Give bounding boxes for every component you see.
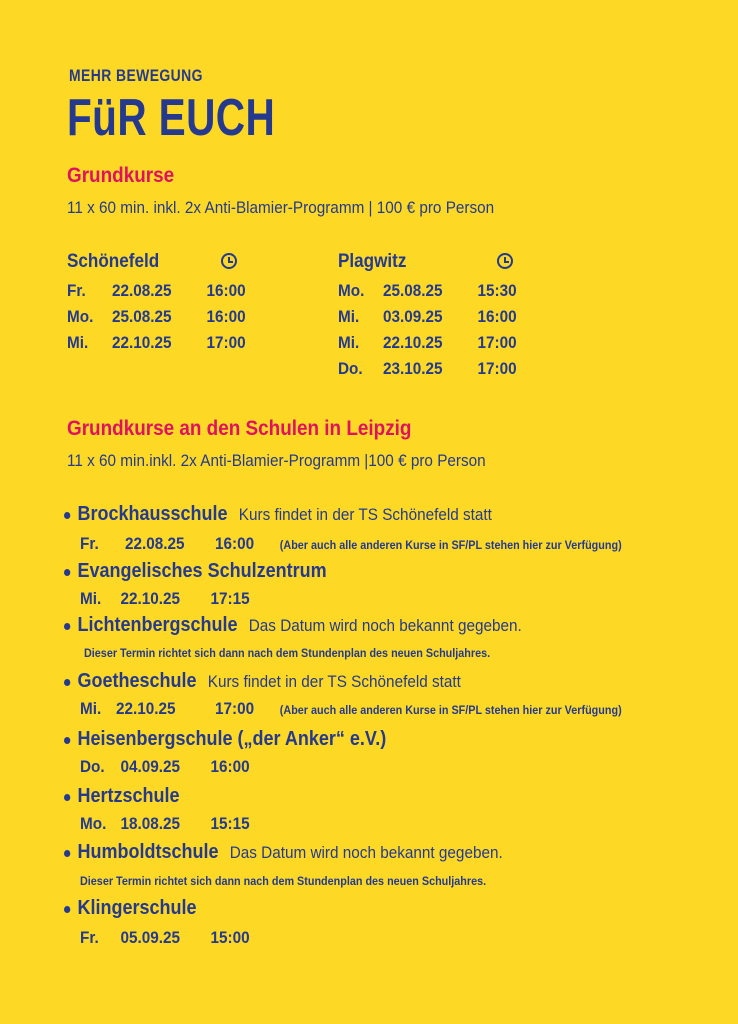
row-time: 16:00	[215, 534, 255, 553]
row-time: 15:15	[210, 814, 250, 833]
schedule-row	[67, 307, 246, 327]
school-note: Kurs findet in der TS Schönefeld statt	[238, 505, 492, 524]
schedule-row	[67, 333, 246, 353]
row-time: 15:30	[477, 281, 517, 300]
kicker-text: MEHR BEWEGUNG	[69, 66, 203, 85]
row-time: 17:15	[210, 589, 250, 608]
row-day: Do.	[80, 757, 105, 776]
school-name: Evangelisches Schulzentrum	[77, 560, 327, 582]
row-date: 23.10.25	[383, 359, 443, 378]
school-note: Das Datum wird noch bekannt gegeben.	[229, 843, 503, 862]
row-time: 17:00	[206, 333, 246, 352]
bullet-icon	[64, 850, 70, 857]
school-item	[64, 560, 327, 583]
bullet-icon	[64, 623, 70, 630]
row-time: 17:00	[477, 359, 517, 378]
row-day: Mi.	[67, 333, 89, 352]
row-time: 16:00	[477, 307, 517, 326]
school-small-note: (Aber auch alle anderen Kurse in SF/PL stehen hier zur Verfügung)	[279, 703, 622, 717]
schedule-row	[80, 589, 250, 609]
clock-icon	[497, 253, 513, 269]
schedule-row	[80, 699, 622, 719]
row-date: 22.08.25	[112, 281, 172, 300]
school-note: Kurs findet in der TS Schönefeld statt	[207, 672, 461, 691]
schedule-row	[80, 757, 250, 777]
row-date: 25.08.25	[383, 281, 443, 300]
row-date: 22.10.25	[116, 699, 176, 718]
school-note: Das Datum wird noch bekannt gegeben.	[248, 616, 522, 635]
schedule-row	[338, 281, 517, 301]
row-day: Do.	[338, 359, 363, 378]
row-time: 17:00	[477, 333, 517, 352]
school-item	[64, 670, 461, 693]
row-time: 17:00	[215, 699, 255, 718]
school-item	[64, 841, 503, 864]
school-name: Brockhausschule	[77, 503, 228, 525]
school-name: Hertzschule	[77, 785, 180, 807]
row-time: 16:00	[206, 281, 246, 300]
row-day: Fr.	[80, 928, 99, 947]
schedule-row	[80, 928, 250, 948]
schedule-row	[80, 814, 250, 834]
school-name: Goetheschule	[77, 670, 197, 692]
school-small-note: Dieser Termin richtet sich dann nach dem Stundenplan des neuen Schuljahres.	[84, 646, 491, 660]
schedule-row	[338, 359, 517, 379]
bullet-icon	[64, 569, 70, 576]
bullet-icon	[64, 794, 70, 801]
row-date: 22.08.25	[125, 534, 185, 553]
bullet-icon	[64, 737, 70, 744]
schedule-row	[338, 333, 517, 353]
school-item	[64, 785, 180, 808]
location-name-plagwitz: Plagwitz	[338, 251, 407, 272]
school-small-note: (Aber auch alle anderen Kurse in SF/PL stehen hier zur Verfügung)	[279, 538, 622, 552]
school-name: Lichtenbergschule	[77, 614, 238, 636]
row-time: 16:00	[206, 307, 246, 326]
row-date: 04.09.25	[120, 757, 181, 776]
row-day: Mi.	[80, 699, 102, 718]
row-day: Fr.	[67, 281, 86, 300]
school-item	[64, 897, 197, 920]
school-item	[64, 614, 522, 637]
section-title-grundkurse: Grundkurse	[67, 164, 175, 187]
schedule-row	[80, 534, 622, 554]
row-time: 16:00	[210, 757, 250, 776]
row-date: 05.09.25	[120, 928, 181, 947]
school-item	[64, 728, 386, 751]
bullet-icon	[64, 679, 70, 686]
school-name: Heisenbergschule („der Anker“ e.V.)	[77, 728, 387, 750]
section-subtitle-schulen: 11 x 60 min.inkl. 2x Anti-Blamier-Programm |100 € pro Person	[67, 451, 486, 470]
row-day: Mo.	[80, 814, 107, 833]
clock-icon	[221, 253, 237, 269]
bullet-icon	[64, 512, 70, 519]
school-name: Humboldtschule	[77, 841, 219, 863]
row-date: 22.10.25	[112, 333, 172, 352]
row-day: Mi.	[338, 307, 360, 326]
row-day: Fr.	[80, 534, 99, 553]
bullet-icon	[64, 906, 70, 913]
row-day: Mi.	[80, 589, 102, 608]
section-subtitle-grundkurse: 11 x 60 min. inkl. 2x Anti-Blamier-Programm | 100 € pro Person	[67, 198, 495, 217]
school-small-note: Dieser Termin richtet sich dann nach dem Stundenplan des neuen Schuljahres.	[80, 874, 487, 888]
row-time: 15:00	[210, 928, 250, 947]
row-date: 18.08.25	[120, 814, 181, 833]
page-title: FüR EUCH	[67, 89, 276, 147]
schedule-row	[338, 307, 517, 327]
row-date: 22.10.25	[120, 589, 181, 608]
school-name: Klingerschule	[77, 897, 197, 919]
section-title-schulen: Grundkurse an den Schulen in Leipzig	[67, 417, 412, 440]
schedule-row	[67, 281, 246, 301]
row-date: 03.09.25	[383, 307, 443, 326]
row-date: 25.08.25	[112, 307, 172, 326]
school-item	[64, 503, 492, 526]
location-name-schoenefeld: Schönefeld	[67, 251, 160, 272]
row-day: Mi.	[338, 333, 360, 352]
row-date: 22.10.25	[383, 333, 443, 352]
row-day: Mo.	[67, 307, 94, 326]
row-day: Mo.	[338, 281, 365, 300]
